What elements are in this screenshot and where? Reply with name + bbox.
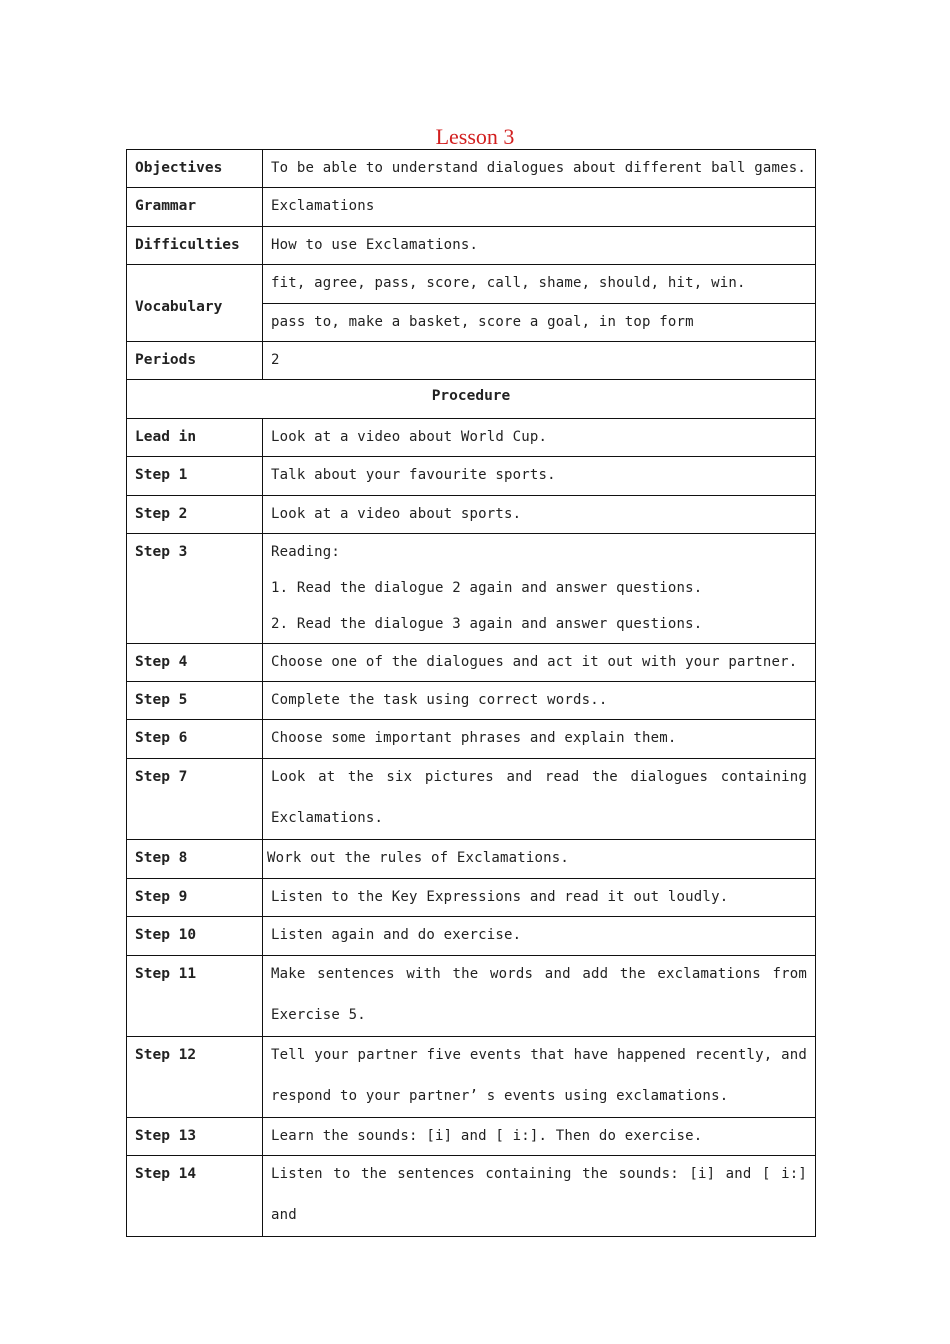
periods-row <box>127 342 816 380</box>
step-row <box>127 457 816 496</box>
step-label: Step 6 <box>127 720 263 759</box>
periods-label: Periods <box>127 342 263 380</box>
vocabulary-phrases: pass to, make a basket, score a goal, in top form <box>263 304 816 342</box>
lesson-title: Lesson 3 <box>435 124 515 149</box>
objectives-row <box>127 150 816 188</box>
step-text: Choose one of the dialogues and act it out with your partner. <box>263 644 816 682</box>
grammar-label: Grammar <box>127 188 263 227</box>
step-row <box>127 534 816 644</box>
step-3-intro: Reading: <box>271 544 341 560</box>
step-text: Tell your partner five events that have happened recently, and respond to your partner’ s events using exclamations. <box>271 1047 807 1104</box>
grammar-value: Exclamations <box>263 188 816 227</box>
vocabulary-label: Vocabulary <box>127 265 263 342</box>
step-text: Work out the rules of Exclamations. <box>263 840 816 879</box>
procedure-heading: Procedure <box>127 380 816 419</box>
objectives-label: Objectives <box>127 150 263 188</box>
step-label: Step 13 <box>127 1118 263 1156</box>
step-label: Lead in <box>127 419 263 457</box>
step-text: Look at a video about World Cup. <box>263 419 816 457</box>
step-3-item-2: 2. Read the dialogue 3 again and answer questions. <box>271 616 703 632</box>
step-label: Step 8 <box>127 840 263 879</box>
step-row <box>127 644 816 682</box>
step-label: Step 7 <box>127 759 263 840</box>
difficulties-row <box>127 227 816 265</box>
step-label: Step 10 <box>127 917 263 956</box>
step-label: Step 9 <box>127 879 263 917</box>
vocabulary-words: fit, agree, pass, score, call, shame, should, hit, win. <box>263 265 816 304</box>
step-text: Complete the task using correct words.. <box>263 682 816 720</box>
step-text: Make sentences with the words and add the exclamations from Exercise 5. <box>271 966 807 1023</box>
step-label: Step 3 <box>127 534 263 644</box>
lesson-plan-table <box>126 149 816 1237</box>
step-label: Step 2 <box>127 496 263 534</box>
step-row <box>127 1156 816 1237</box>
step-3-content <box>263 534 816 644</box>
step-row <box>127 840 816 879</box>
difficulties-value: How to use Exclamations. <box>263 227 816 265</box>
step-text: Look at a video about sports. <box>263 496 816 534</box>
step-text: Listen to the sentences containing the sounds: [i] and [ i:] and <box>271 1166 807 1223</box>
periods-value: 2 <box>263 342 816 380</box>
step-row <box>127 496 816 534</box>
step-text: Listen to the Key Expressions and read it out loudly. <box>263 879 816 917</box>
step-row <box>127 1037 816 1118</box>
grammar-row <box>127 188 816 227</box>
step-3-item-1: 1. Read the dialogue 2 again and answer questions. <box>271 580 703 596</box>
step-label: Step 12 <box>127 1037 263 1118</box>
step-row <box>127 419 816 457</box>
step-text: Talk about your favourite sports. <box>263 457 816 496</box>
step-label: Step 4 <box>127 644 263 682</box>
step-row <box>127 956 816 1037</box>
step-row <box>127 759 816 840</box>
step-text: Look at the six pictures and read the dialogues containing Exclamations. <box>271 769 807 826</box>
step-row <box>127 1118 816 1156</box>
step-row <box>127 879 816 917</box>
step-text: Learn the sounds: [i] and [ i:]. Then do exercise. <box>263 1118 816 1156</box>
step-text: Listen again and do exercise. <box>263 917 816 956</box>
step-text: Choose some important phrases and explain them. <box>263 720 816 759</box>
step-row <box>127 720 816 759</box>
step-row <box>127 682 816 720</box>
procedure-row <box>127 380 816 419</box>
step-label: Step 1 <box>127 457 263 496</box>
step-row <box>127 917 816 956</box>
objectives-value: To be able to understand dialogues about different ball games. <box>263 150 816 188</box>
step-label: Step 11 <box>127 956 263 1037</box>
difficulties-label: Difficulties <box>127 227 263 265</box>
step-label: Step 5 <box>127 682 263 720</box>
vocabulary-row <box>127 265 816 304</box>
step-label: Step 14 <box>127 1156 263 1237</box>
